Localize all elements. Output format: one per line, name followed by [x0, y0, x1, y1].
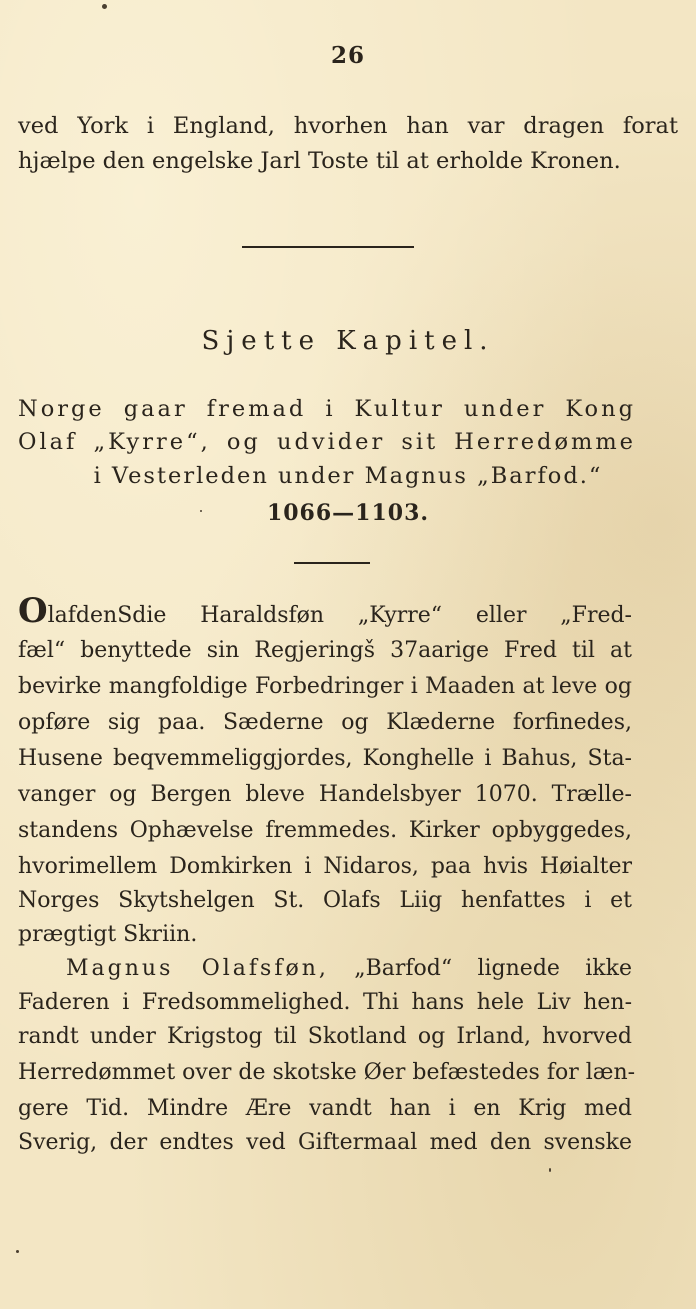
- body-line-1: [18, 591, 632, 633]
- chapter-summary-line-3: i Vesterleden under Magnus „Barfod.“: [93, 463, 603, 489]
- para2-name: Magnus Olafsføn,: [66, 956, 329, 981]
- body-line-13: randt under Krigstog til Skotland og Irland, hvorved: [18, 1024, 632, 1049]
- chapter-years: 1066—1103.: [266, 500, 430, 526]
- body-line-4: opføre sig paa. Sæderne og Klæderne forfinedes,: [18, 710, 632, 735]
- chapter-divider: [294, 562, 370, 564]
- print-speck: [16, 1250, 19, 1253]
- continuation-line-2: hjælpe den engelske Jarl Toste til at erholde Kronen.: [18, 148, 621, 174]
- print-speck: [200, 510, 202, 512]
- chapter-summary-line-1: Norge gaar fremad i Kultur under Kong: [18, 396, 636, 422]
- body-line-8: hvorimellem Domkirken i Nidaros, paa hvis Høialter: [18, 854, 632, 879]
- chapter-title: Sjette Kapitel.: [201, 326, 495, 356]
- body-line-10: prægtigt Skriin.: [18, 922, 198, 947]
- body-line-5: Husene beqvemmeliggjordes, Konghelle i Bahus, Sta-: [18, 746, 632, 771]
- body-line-12: Faderen i Fredsommelighed. Thi hans hele Liv hen-: [18, 990, 632, 1015]
- page-number: 26: [330, 42, 365, 69]
- body-line-1-text: lafdenSdie Haraldsføn „Kyrre“ eller „Fred-: [47, 603, 632, 628]
- body-line-14: Herredømmet over de skotske Øer befæstedes for læn-: [18, 1060, 636, 1085]
- para2-line1-text: „Barfod“ lignede ikke: [354, 956, 632, 981]
- body-line-6: vanger og Bergen bleve Handelsbyer 1070. Trælle-: [18, 782, 632, 807]
- drop-cap: O: [18, 591, 48, 631]
- body-line-3: bevirke mangfoldige Forbedringer i Maaden at leve og: [18, 674, 632, 699]
- print-speck: [549, 1168, 551, 1172]
- body-line-15: gere Tid. Mindre Ære vandt han i en Krig med: [18, 1096, 632, 1121]
- chapter-summary-line-2: Olaf „Kyrre“, og udvider sit Herredømme: [18, 429, 636, 455]
- body-line-9: Norges Skytshelgen St. Olafs Liig henfattes i et: [18, 888, 632, 913]
- body-line-7: standens Ophævelse fremmedes. Kirker opbyggedes,: [18, 818, 632, 843]
- body-line-16: Sverig, der endtes ved Giftermaal med den svenske: [18, 1130, 632, 1155]
- continuation-line-1: ved York i England, hvorhen han var dragen forat: [18, 113, 678, 139]
- section-divider: [242, 246, 414, 248]
- body-line-11: [66, 952, 632, 986]
- body-line-2: fæl“ benyttede sin Regjeringš 37aarige Fred til at: [18, 638, 632, 663]
- print-speck: [102, 4, 107, 9]
